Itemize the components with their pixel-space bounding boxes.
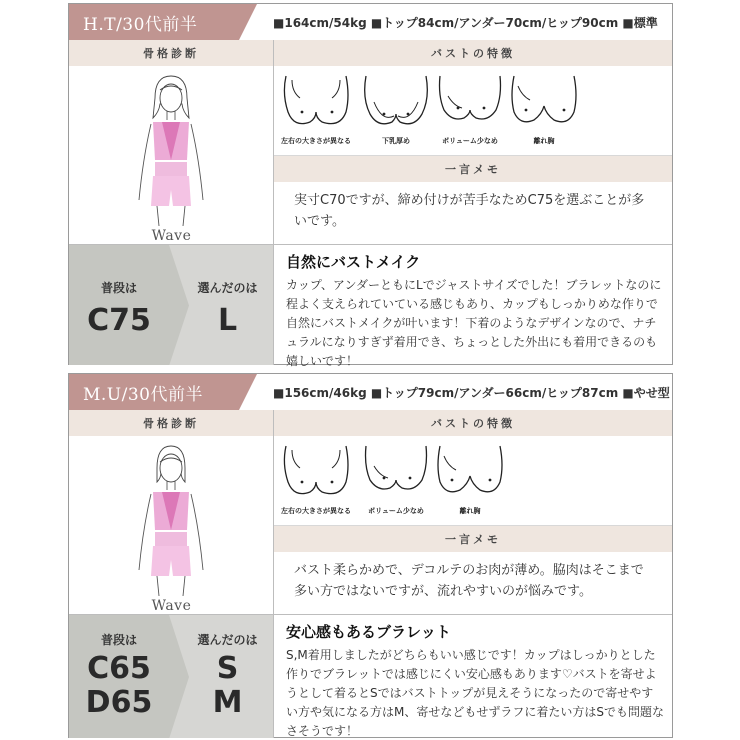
reviewer-stats: ■164cm/54kg ■トップ84cm/アンダー70cm/ヒップ90cm ■標準	[273, 15, 658, 30]
review-card-1	[68, 3, 673, 368]
bust-feature	[434, 72, 506, 146]
memo-text: 実寸C70ですが、締め付けが苦手なためC75を選ぶことが多いです。	[294, 193, 645, 229]
usual-size-value: C65	[87, 651, 151, 686]
reviewer-name: M.U/30代前半	[69, 374, 239, 410]
size-panel	[69, 615, 274, 738]
usual-size-label: 普段は	[100, 633, 137, 647]
woman-figure-illustration	[69, 68, 274, 228]
bust-features	[274, 436, 672, 526]
size-review-row	[69, 244, 672, 368]
review-body: カップ、アンダーともにLでジャストサイズでした！ブラレットなのに程よく支えられていている感じもあり、カップもしっかりめな作りで自然にバストメイクが叶います！下着のようなデザインなので、ナチュラルになりすぎず着用でき、ちょっとした外出にも着用できるのも嬉しいです！	[286, 278, 662, 368]
chosen-size-value: L	[217, 303, 238, 338]
bust-feature	[280, 72, 352, 146]
figure-panel	[69, 436, 274, 615]
chosen-size-value: S	[216, 651, 239, 686]
reviewer-name: H.T/30代前半	[69, 4, 239, 40]
review-title: 自然にバストメイク	[286, 253, 421, 271]
woman-figure-illustration	[69, 438, 274, 598]
bust-feature	[360, 72, 432, 146]
size-panel	[69, 245, 274, 365]
bust-outline-icon	[360, 72, 432, 136]
bust-outline-icon	[360, 442, 432, 506]
memo-text: バスト柔らかめで、デコルテのお肉が薄め。脇肉はそこまで多い方ではないですが、流れやすいのが悩みです。	[294, 563, 644, 599]
review-panel	[274, 245, 672, 371]
bust-outline-icon	[434, 72, 506, 136]
skeleton-column	[69, 40, 274, 245]
skeleton-label: 骨格診断	[69, 410, 273, 436]
review-title: 安心感もあるブラレット	[286, 623, 451, 641]
figure-panel	[69, 66, 274, 245]
skeleton-label: 骨格診断	[69, 40, 273, 66]
usual-size-value: C75	[87, 303, 151, 338]
memo-label: 一言メモ	[274, 156, 672, 182]
bust-column	[274, 40, 672, 232]
bust-feature	[280, 442, 352, 516]
bust-outline-icon	[280, 442, 352, 506]
reviewer-stats: ■156cm/46kg ■トップ79cm/アンダー66cm/ヒップ87cm ■やせ型	[273, 385, 670, 400]
bust-feature-label: ボリューム少なめ	[442, 137, 498, 145]
chosen-size-label: 選んだのは	[197, 633, 258, 647]
chosen-size-label: 選んだのは	[197, 281, 258, 295]
bust-label: バストの特徴	[274, 40, 672, 66]
bust-feature-label: 左右の大きさが異なる	[281, 507, 351, 515]
review-card-2	[68, 373, 673, 738]
bust-column	[274, 410, 672, 602]
bust-feature	[508, 72, 580, 146]
bust-feature	[434, 442, 506, 516]
card-header	[69, 4, 672, 40]
review-body: S,M着用しましたがどちらもいい感じです！カップはしっかりとした作りでブラレットでは感じにくい安心感もあります♡バストを寄せようとして着るとSではバストトップが見えそうになったので寄せやすい方や気になる方はM、寄せなどもせずラフに着たい方はSでも問題なさそうです！	[286, 648, 664, 738]
bust-outline-icon	[434, 442, 506, 506]
bust-outline-icon	[508, 72, 580, 136]
bust-feature	[360, 442, 432, 516]
bust-feature-label: 離れ胸	[533, 137, 555, 145]
memo-label: 一言メモ	[274, 526, 672, 552]
chosen-size-value: M	[212, 685, 243, 720]
skeleton-type: Wave	[151, 228, 192, 244]
skeleton-column	[69, 410, 274, 615]
bust-feature-label: 左右の大きさが異なる	[281, 137, 351, 145]
usual-size-label: 普段は	[100, 281, 137, 295]
bust-outline-icon	[280, 72, 352, 136]
review-panel	[274, 615, 672, 740]
bust-features	[274, 66, 672, 156]
size-review-row	[69, 614, 672, 738]
usual-size-value: D65	[85, 685, 153, 720]
bust-feature-label: 下乳厚め	[382, 137, 410, 145]
bust-label: バストの特徴	[274, 410, 672, 436]
card-header	[69, 374, 672, 410]
bust-feature-label: ボリューム少なめ	[368, 507, 424, 515]
skeleton-type: Wave	[151, 598, 192, 614]
bust-feature-label: 離れ胸	[459, 507, 481, 515]
